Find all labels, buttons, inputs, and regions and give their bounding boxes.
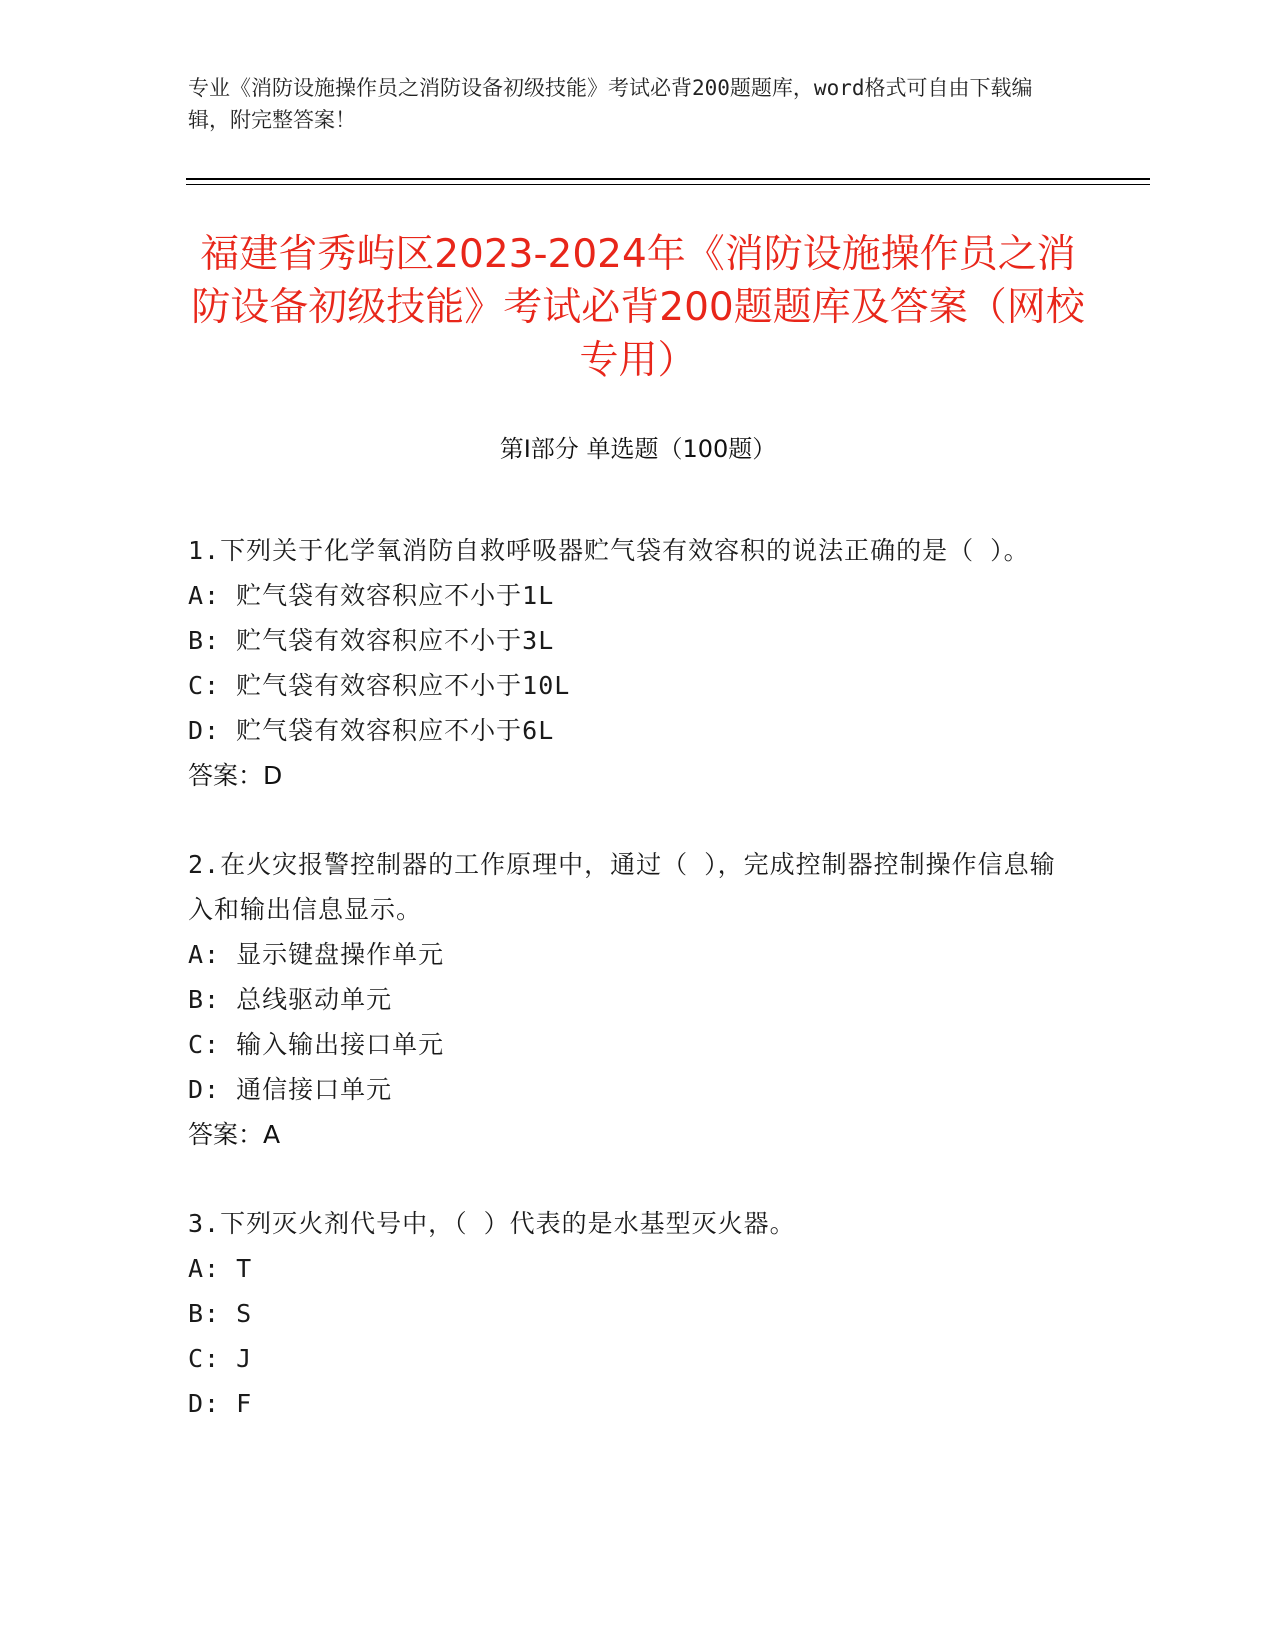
section-title: 第Ⅰ部分 单选题（100题） — [499, 435, 777, 463]
question-stem: 1.下列关于化学氧消防自救呼吸器贮气袋有效容积的说法正确的是（ ）。 — [188, 536, 1030, 565]
document-title: 福建省秀屿区2023-2024年《消防设施操作员之消防设备初级技能》考试必背200题题库及答案（网校专用） — [191, 232, 1085, 383]
option-d: D: 贮气袋有效容积应不小于6L — [188, 716, 555, 745]
question-list — [188, 528, 1068, 1470]
question-2 — [188, 842, 1068, 1157]
option-b: B: 贮气袋有效容积应不小于3L — [188, 626, 555, 655]
header-divider-thin — [186, 184, 1150, 185]
option-a: A: 贮气袋有效容积应不小于1L — [188, 581, 555, 610]
option-c: C: 输入输出接口单元 — [188, 1030, 445, 1059]
answer: 答案：D — [188, 761, 283, 790]
question-stem: 2.在火灾报警控制器的工作原理中，通过（ ），完成控制器控制操作信息输入和输出信息显示。 — [188, 850, 1056, 924]
header-note: 专业《消防设施操作员之消防设备初级技能》考试必背200题题库，word格式可自由下载编辑，附完整答案！ — [188, 76, 1033, 132]
option-a: A: 显示键盘操作单元 — [188, 940, 445, 969]
question-1 — [188, 528, 1068, 798]
option-d: D: F — [188, 1389, 253, 1418]
question-stem: 3.下列灭火剂代号中，（ ）代表的是水基型灭火器。 — [188, 1209, 796, 1238]
question-3 — [188, 1201, 1068, 1426]
option-c: C: J — [188, 1344, 253, 1373]
header-divider-thick — [186, 178, 1150, 180]
option-b: B: 总线驱动单元 — [188, 985, 393, 1014]
option-b: B: S — [188, 1299, 253, 1328]
option-a: A: T — [188, 1254, 253, 1283]
answer: 答案：A — [188, 1120, 281, 1149]
option-c: C: 贮气袋有效容积应不小于10L — [188, 671, 571, 700]
option-d: D: 通信接口单元 — [188, 1075, 393, 1104]
